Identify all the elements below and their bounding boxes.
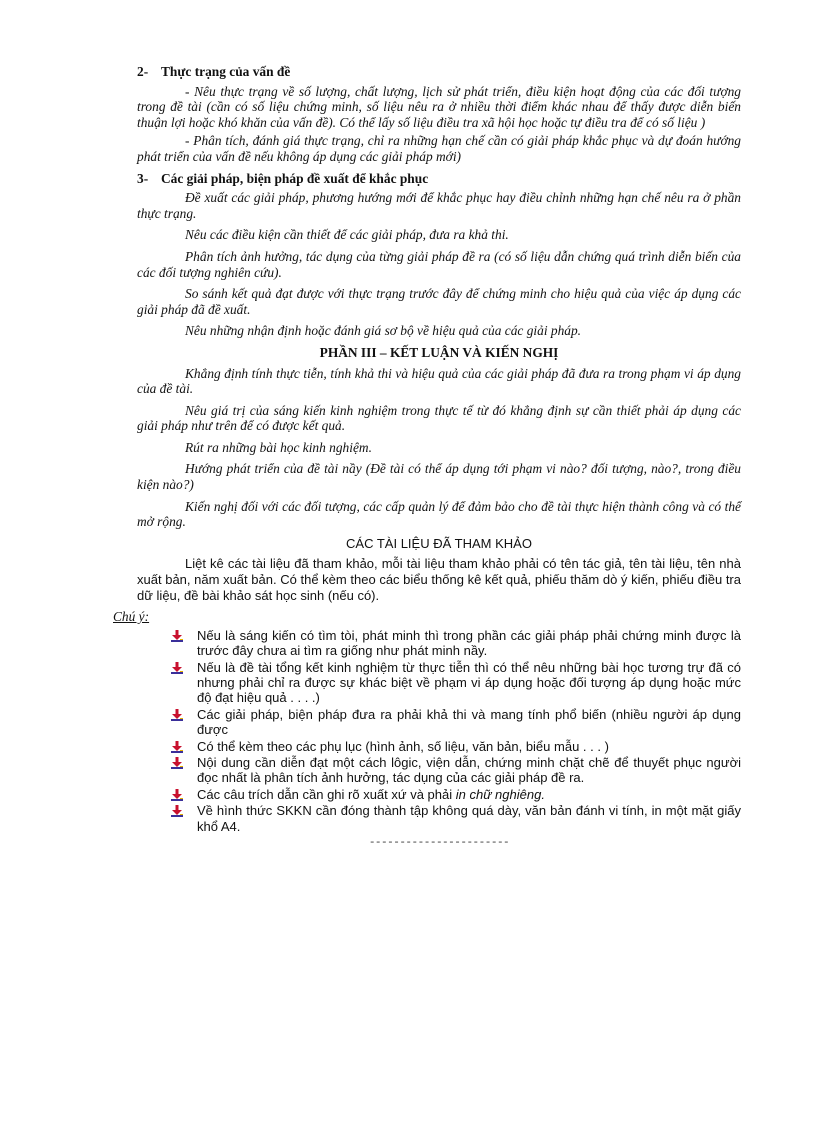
section-3-paragraph: So sánh kết quả đạt được với thực trạng trước đây để chứng minh cho hiệu quả của việc áp dụng các giải pháp đã đề xuất.: [137, 286, 741, 317]
arrow-bullet-icon: [171, 709, 183, 721]
section-3-heading: [137, 171, 741, 187]
section-3-paragraph: Đề xuất các giải pháp, phương hướng mới để khắc phục hay điều chỉnh những hạn chế nêu ra ở phần thực trạng.: [137, 190, 741, 221]
references-paragraph: Liệt kê các tài liệu đã tham khảo, mỗi tài liệu tham khảo phải có tên tác giả, tên tài liệu, tên nhà xuất bản, năm xuất bản. Có thể kèm theo các biểu thống kê kết quả, phiếu thăm dò ý kiến, phiếu điều tra dữ liệu, đề bài khảo sát học sinh (nếu có).: [137, 556, 741, 603]
note-text: Về hình thức SKKN cần đóng thành tập không quá dày, văn bản đánh vi tính, in một mặt giấy khổ A4.: [197, 803, 741, 834]
section-2-title: Thực trạng của vấn đề: [161, 64, 291, 79]
section-3-paragraph: Phân tích ảnh hưởng, tác dụng của từng giải pháp đề ra (có số liệu dẫn chứng quá trình diễn biến của các đối tượng nghiên cứu).: [137, 248, 741, 280]
note-text: Nếu là đề tài tổng kết kinh nghiệm từ thực tiễn thì có thể nêu những bài học tương trự đã có nhưng phải chỉ ra được sự khác biệt về phạm vi áp dụng hoặc đối tượng áp dụng hoặc mức độ đạt hiệu quả . . . .): [197, 659, 741, 706]
note-item: [137, 755, 741, 786]
note-item: [137, 787, 741, 802]
part-3-paragraph: Kiến nghị đối với các đối tượng, các cấp quản lý để đảm bảo cho đề tài thực hiện thành công và có thể mở rộng.: [137, 498, 741, 530]
note-item: [137, 628, 741, 659]
section-3-paragraph: Nêu những nhận định hoặc đánh giá sơ bộ về hiệu quả của các giải pháp.: [185, 323, 582, 339]
arrow-bullet-icon: [171, 805, 183, 817]
section-3-paragraph: Nêu các điều kiện cần thiết để các giải pháp, đưa ra khả thi.: [185, 227, 509, 243]
note-item: [137, 739, 741, 754]
notes-list: [137, 628, 741, 834]
references-title: CÁC TÀI LIỆU ĐÃ THAM KHẢO: [346, 535, 532, 551]
note-text: Các câu trích dẫn cần ghi rõ xuất xứ và phải: [197, 786, 456, 802]
arrow-bullet-icon: [171, 757, 183, 769]
part-3-paragraph: Hướng phát triển của đề tài nầy (Đề tài có thể áp dụng tới phạm vi nào? đối tượng, nào?, trong điều kiện nào?): [137, 461, 741, 493]
arrow-bullet-icon: [171, 630, 183, 642]
end-separator: -----------------------: [368, 837, 510, 850]
arrow-bullet-icon: [171, 789, 183, 801]
part-3-paragraph: Khẳng định tính thực tiễn, tính khả thi và hiệu quả của các giải pháp đã đưa ra trong phạm vi áp dụng của đề tài.: [137, 365, 741, 397]
section-2-heading: [137, 64, 741, 80]
part-3-paragraph: Rút ra những bài học kinh nghiệm.: [185, 439, 372, 455]
part-3-title: PHẦN III – KẾT LUẬN VÀ KIẾN NGHỊ: [319, 344, 559, 360]
note-text: Nếu là sáng kiến có tìm tòi, phát minh thì trong phần các giải pháp phải chứng minh được là trước đây chưa ai tìm ra giống như phát minh nầy.: [197, 627, 741, 659]
section-2-paragraph: - Phân tích, đánh giá thực trạng, chỉ ra những hạn chế cần có giải pháp khắc phục và dự đoán hướng phát triển của vấn đề nếu không áp dụng các giải pháp mới): [137, 133, 741, 164]
note-item: [137, 803, 741, 834]
notes-label: Chú ý:: [113, 609, 150, 625]
section-2-number: 2-: [137, 64, 149, 79]
arrow-bullet-icon: [171, 741, 183, 753]
note-text: Nội dung cần diễn đạt một cách lôgic, viện dẫn, chứng minh chặt chẽ để thuyết phục người đọc nhất là phân tích ảnh hưởng, tác dụng của các giải pháp đề ra.: [197, 755, 741, 786]
section-3-number: 3-: [137, 170, 149, 186]
part-3-paragraph: Nêu giá trị của sáng kiến kinh nghiệm trong thực tế từ đó khẳng định sự cần thiết phải áp dụng các giải pháp như trên để có được kết quả.: [137, 402, 741, 434]
document-page: [113, 64, 741, 852]
arrow-bullet-icon: [171, 662, 183, 674]
note-italic-text: in chữ nghiêng.: [455, 786, 545, 802]
note-item: [137, 707, 741, 738]
note-item: [137, 660, 741, 706]
note-text: Các giải pháp, biện pháp đưa ra phải khả thi và mang tính phổ biến (nhiều người áp dụng được: [197, 706, 741, 738]
section-2-paragraph: - Nêu thực trạng về số lượng, chất lượng, lịch sử phát triển, điều kiện hoạt động của các đối tượng trong đề tài (cần có số liệu chứng minh, số liệu nêu ra ở nhiều thời điểm khác nhau để thấy được diễn biến thuận lợi hoặc khó khăn của vấn đề). Có thể lấy số liệu điều tra xã hội học hoặc tự điều tra để có số liệu ): [137, 83, 741, 130]
section-3-title: Các giải pháp, biện pháp đề xuất để khắc phục: [161, 170, 429, 186]
note-text: Có thể kèm theo các phụ lục (hình ảnh, số liệu, văn bản, biểu mẫu . . . ): [197, 738, 609, 754]
